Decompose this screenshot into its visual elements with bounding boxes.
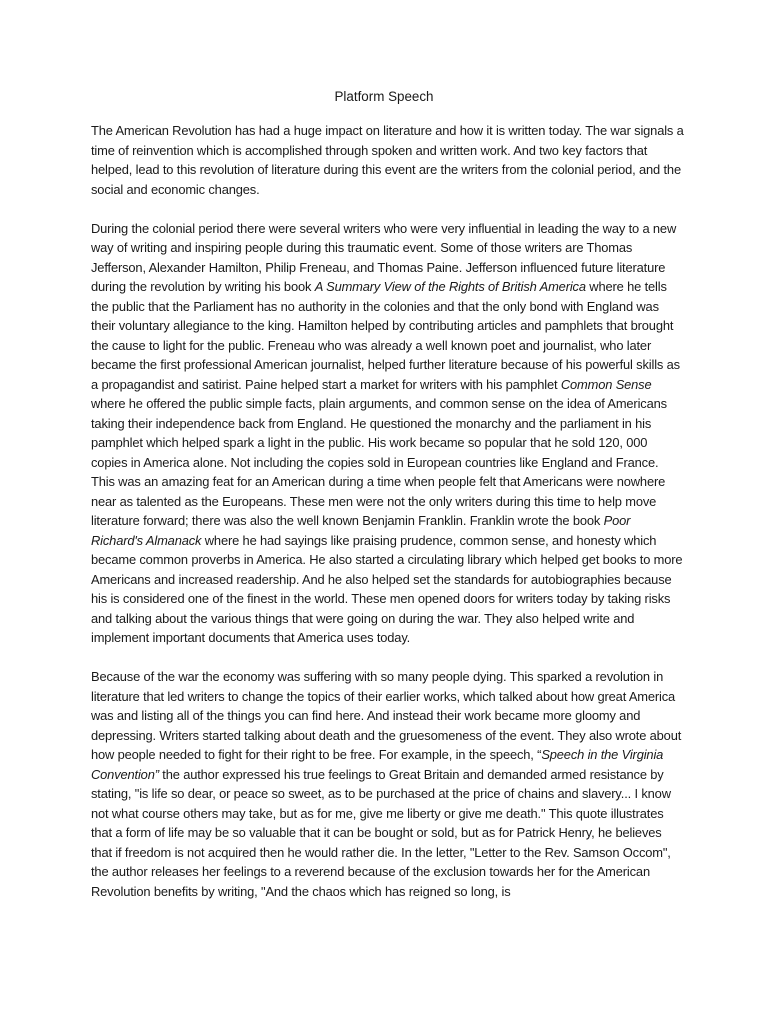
italic-title-text: A Summary View of the Rights of British America <box>314 279 586 294</box>
paragraph <box>91 219 684 648</box>
paragraph <box>91 121 684 199</box>
document-body <box>91 121 684 901</box>
italic-title-text: Speech in the Virginia Convention” <box>91 747 664 782</box>
text-run: where he tells the public that the Parliament has no authority in the colonies and that the only bond with England was their voluntary allegiance to the king. Hamilton helped by contributing articles and pamphlets that brought the cause to light for the public. Freneau who was already a well known poet and journalist, who later became the first professional American journalist, helped further literature because of his powerful skills as a propagandist and satirist. Paine helped start a market for writers with his pamphlet <box>91 279 680 392</box>
text-run: where he offered the public simple facts, plain arguments, and common sense on the idea of Americans taking their independence back from England. He questioned the monarchy and the parliament in his pamphlet which helped spark a light in the public. His work became so popular that he sold 120, 000 copies in America alone. Not including the copies sold in European countries like England and France. This was an amazing feat for an American during a time when people felt that Americans were nowhere near as talented as the Europeans. These men were not the only writers during this time to help move literature forward; there was also the well known Benjamin Franklin. Franklin wrote the book <box>91 396 667 528</box>
document-title: Platform Speech <box>334 89 434 104</box>
italic-title-text: Poor Richard's Almanack <box>91 513 631 548</box>
italic-title-text: Common Sense <box>560 376 652 392</box>
text-run: Because of the war the economy was suffering with so many people dying. This sparked a revolution in literature that led writers to change the topics of their earlier works, which talked about how great America was and listing all of the things you can find here. And instead their work became more gloomy and depressing. Writers started talking about death and the gruesomeness of the event. They also wrote about how people needed to fight for their right to be free. For example, in the speech, “ <box>91 669 682 762</box>
text-run: the author expressed his true feelings to Great Britain and demanded armed resistance by stating, "is life so dear, or peace so sweet, as to be purchased at the price of chains and slavery... I know not what course others may take, but as for me, give me liberty or give me death." This quote illustrates that a form of life may be so valuable that it can be bought or sold, but as for Patrick Henry, he believes that if freedom is not acquired then he would rather die. In the letter, "Letter to the Rev. Samson Occom", the author releases her feelings to a reverend because of the exclusion towards her for the American Revolution benefits by writing, "And the chaos which has reigned so long, is <box>91 766 671 899</box>
text-run: The American Revolution has had a huge impact on literature and how it is written today. The war signals a time of reinvention which is accomplished through spoken and written work. And two key factors that helped, lead to this revolution of literature during this event are the writers from the colonial period, and the social and economic changes. <box>91 123 684 197</box>
text-run: where he had sayings like praising prudence, common sense, and honesty which became common proverbs in America. He also started a circulating library which helped get books to more Americans and increased readership. And he also helped set the standards for autobiographies because his is considered one of the finest in the world. These men opened doors for writers today by taking risks and talking about the various things that were going on during the war. They also helped write and implement important documents that America uses today. <box>91 532 683 645</box>
text-run: During the colonial period there were several writers who were very influential in leading the way to a new way of writing and inspiring people during this traumatic event. Some of those writers are Thomas Jefferson, Alexander Hamilton, Philip Freneau, and Thomas Paine. Jefferson influenced future literature during the revolution by writing his book <box>91 220 677 294</box>
paragraph <box>91 667 684 901</box>
